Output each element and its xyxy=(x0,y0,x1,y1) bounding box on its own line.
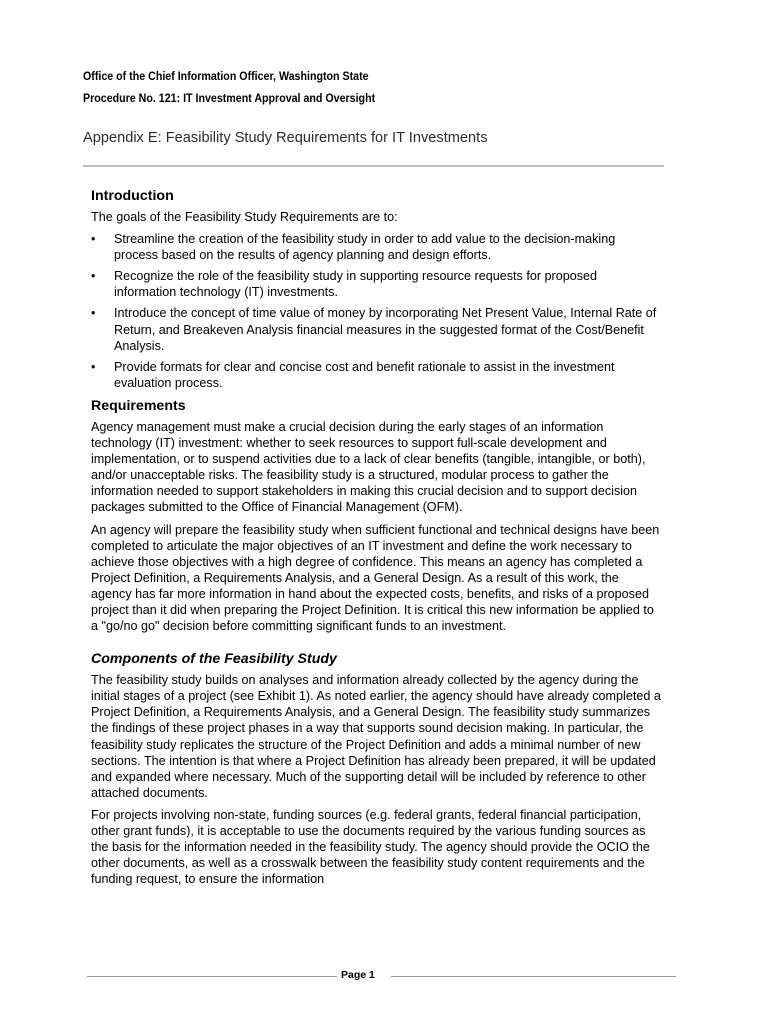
footer-rule-right xyxy=(391,976,676,977)
bullet-glyph: • xyxy=(91,359,96,374)
goal-text: Introduce the concept of time value of money by incorporating Net Present Value, Internal Rate of Return, and Breakeven Analysis financial measures in the suggested format of the Cost/Benefit Analysis. xyxy=(114,306,657,353)
goal-text: Streamline the creation of the feasibility study in order to add value to the decision-making process based on the results of agency planning and design efforts. xyxy=(114,232,616,263)
components-paragraph: For projects involving non-state, funding sources (e.g. federal grants, federal financial participation, other grant funds), it is acceptable to use the documents required by the various funding sources as the basis for the information needed in the feasibility study. The agency should provide the OCIO the other documents, as well as a crosswalk between the feasibility study content requirements and the funding request, to ensure the information xyxy=(91,807,650,887)
components-heading: Components of the Feasibility Study xyxy=(91,651,337,668)
introduction-lead: The goals of the Feasibility Study Requirements are to: xyxy=(91,210,398,224)
goal-text: Recognize the role of the feasibility study in supporting resource requests for proposed information technology (IT) investments. xyxy=(114,269,598,300)
goal-item xyxy=(91,268,661,300)
goal-item xyxy=(91,359,661,391)
document-body xyxy=(91,187,661,893)
requirements-paragraph: An agency will prepare the feasibility study when sufficient functional and technical designs have been completed to articulate the major objectives of an IT investment and define the work necessary to achieve those objectives with a high degree of confidence. This means an agency has completed a Project Definition, a Requirements Analysis, and a General Design. As a result of this work, the agency has far more information in hand about the expected costs, benefits, and risks of a proposed project than it did when preparing the Project Definition. It is critical this new information be applied to a "go/no go" decision before committing significant funds to an investment. xyxy=(91,522,660,634)
goal-item xyxy=(91,231,661,263)
bullet-glyph: • xyxy=(91,269,96,284)
page-number: Page 1 xyxy=(341,969,375,981)
header-procedure: Procedure No. 121: IT Investment Approval and Oversight xyxy=(83,91,376,105)
bullet-glyph: • xyxy=(91,306,96,321)
introduction-heading: Introduction xyxy=(91,188,174,204)
goals-list xyxy=(91,231,661,391)
bullet-glyph: • xyxy=(91,232,96,247)
requirements-heading: Requirements xyxy=(91,397,186,414)
components-section xyxy=(91,650,661,887)
goal-item xyxy=(91,305,661,353)
components-paragraph: The feasibility study builds on analyses and information already collected by the agency during the initial stages of a project (see Exhibit 1). As noted earlier, the agency should have already completed a Project Definition, a Requirements Analysis, and a General Design. The feasibility study summarizes the findings of these project phases in a way that supports sound decision making. In particular, the feasibility study replicates the structure of the Project Definition and adds a minimal number of new sections. The intention is that where a Project Definition has already been prepared, it will be updated and expanded where necessary. Much of the supporting detail will be included by reference to other attached documents. xyxy=(91,673,661,800)
section-spacer xyxy=(91,640,661,650)
introduction-section xyxy=(91,187,661,391)
footer-rule-left xyxy=(87,976,337,977)
header-office: Office of the Chief Information Officer, Washington State xyxy=(83,69,369,83)
title-divider xyxy=(83,165,664,167)
goal-text: Provide formats for clear and concise cost and benefit rationale to assist in the investment evaluation process. xyxy=(114,359,615,390)
requirements-paragraph: Agency management must make a crucial decision during the early stages of an information technology (IT) investment: whether to seek resources to support full-scale development and implementation, or to suspend activities due to a lack of clear benefits (tangible, intangible, or both), and/or unacceptable risks. The feasibility study is a structured, modular process to gather the information needed to support stakeholders in making this crucial decision and to support decision packages submitted to the Office of Financial Management (OFM). xyxy=(91,419,646,515)
appendix-title: Appendix E: Feasibility Study Requirements for IT Investments xyxy=(83,130,488,146)
requirements-section xyxy=(91,397,661,634)
